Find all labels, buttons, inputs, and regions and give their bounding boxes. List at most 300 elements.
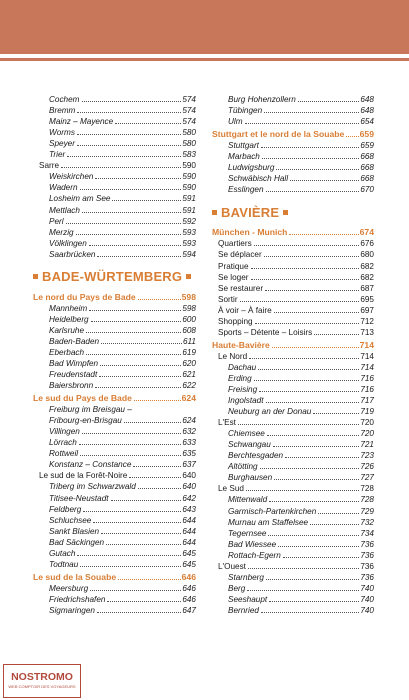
toc-entry[interactable]: [212, 593, 374, 604]
toc-entry[interactable]: [212, 416, 374, 427]
toc-entry[interactable]: [212, 271, 374, 282]
toc-entry-page: 740: [360, 605, 374, 615]
toc-entry[interactable]: [33, 403, 196, 414]
toc-entry-page: 640: [182, 482, 196, 492]
dot-leader: [77, 112, 181, 113]
dot-leader: [264, 112, 359, 113]
toc-entry-label: Stuttgart et le nord de la Souabe: [212, 129, 345, 140]
toc-entry-page: 635: [182, 449, 196, 459]
toc-entry[interactable]: [212, 582, 374, 593]
dot-leader: [262, 158, 359, 159]
toc-entry-page: 646: [181, 571, 196, 582]
dot-leader: [100, 365, 181, 366]
toc-section-entry[interactable]: [212, 337, 374, 350]
square-bullet-icon: [283, 210, 288, 215]
toc-entry-page: 645: [182, 559, 196, 569]
toc-entry-page: 712: [360, 316, 374, 326]
dot-leader: [289, 234, 358, 235]
toc-entry[interactable]: [212, 449, 374, 460]
dot-leader: [129, 477, 181, 478]
toc-entry[interactable]: [212, 438, 374, 449]
toc-entry-page: 590: [182, 172, 196, 182]
toc-entry[interactable]: [33, 115, 196, 126]
toc-entry[interactable]: [212, 326, 374, 337]
dot-leader: [261, 612, 359, 613]
dot-leader: [273, 446, 360, 447]
toc-entry-label: Worms: [49, 128, 75, 138]
logo-name: NOSTROMO: [11, 671, 73, 683]
toc-entry[interactable]: [212, 361, 374, 372]
dot-leader: [247, 590, 359, 591]
toc-entry-label: Meersburg: [49, 583, 89, 593]
dot-leader: [245, 123, 360, 124]
toc-entry-label: Weiskirchen: [49, 172, 94, 182]
toc-entry-label: Shopping: [218, 316, 253, 326]
toc-entry-page: 736: [360, 550, 374, 560]
dot-leader: [90, 590, 181, 591]
toc-entry[interactable]: [212, 427, 374, 438]
toc-entry[interactable]: [33, 335, 196, 346]
toc-entry[interactable]: [212, 104, 374, 115]
toc-entry-label: Mannheim: [49, 303, 88, 313]
toc-entry-page: 670: [360, 185, 374, 195]
toc-entry-page: 592: [182, 216, 196, 226]
toc-entry-page: 728: [360, 495, 374, 505]
toc-entry-page: 608: [182, 325, 196, 335]
toc-section-entry[interactable]: [33, 390, 196, 403]
toc-entry[interactable]: [212, 394, 374, 405]
toc-entry-page: 734: [360, 528, 374, 538]
square-bullet-icon: [33, 274, 38, 279]
toc-entry[interactable]: [212, 161, 374, 172]
toc-entry-page: 680: [360, 250, 374, 260]
toc-entry[interactable]: [33, 368, 196, 379]
toc-entry-page: 594: [182, 249, 196, 259]
toc-entry-page: 591: [182, 194, 196, 204]
toc-entry-label: Chiemsee: [228, 429, 265, 439]
toc-entry[interactable]: [33, 503, 196, 514]
toc-entry-label: Speyer: [49, 139, 75, 149]
dot-leader: [77, 555, 181, 556]
dot-leader: [298, 101, 360, 102]
toc-entry-page: 590: [182, 161, 196, 171]
dot-leader: [251, 279, 360, 280]
toc-section-entry[interactable]: [33, 289, 196, 302]
toc-entry-label: Le nord du Pays de Bade: [33, 291, 136, 302]
toc-entry-label: Le sud de la Forêt-Noire: [39, 471, 128, 481]
dot-leader: [91, 321, 182, 322]
toc-entry[interactable]: [212, 248, 374, 259]
toc-entry-label: Berchtesgaden: [228, 451, 284, 461]
toc-section-entry[interactable]: [212, 224, 374, 237]
toc-entry-label: Cochem: [49, 95, 80, 105]
toc-entry-page: 648: [360, 106, 374, 116]
toc-entry[interactable]: [33, 137, 196, 148]
dot-leader: [101, 343, 182, 344]
toc-entry-page: 600: [182, 314, 196, 324]
toc-section-entry[interactable]: [212, 126, 374, 139]
toc-entry-page: 644: [182, 515, 196, 525]
toc-entry[interactable]: [33, 514, 196, 525]
dot-leader: [133, 466, 181, 467]
dot-leader: [138, 488, 182, 489]
toc-entry[interactable]: [212, 282, 374, 293]
toc-entry-label: Pratique: [218, 261, 249, 271]
toc-entry-label: Bad Wimpfen: [49, 358, 99, 368]
toc-entry[interactable]: [33, 491, 196, 502]
toc-entry-page: 620: [182, 358, 196, 368]
toc-entry-page: 648: [360, 95, 374, 105]
toc-entry-label: Schwäbisch Hall: [228, 174, 289, 184]
toc-entry-label: Burg Hohenzollern: [228, 95, 296, 105]
dot-leader: [86, 332, 181, 333]
toc-entry[interactable]: [212, 304, 374, 315]
toc-entry-label: Haute-Bavière: [212, 339, 270, 350]
toc-entry-page: 646: [182, 583, 196, 593]
dot-leader: [266, 402, 360, 403]
toc-entry-label: Garmisch-Partenkirchen: [228, 506, 317, 516]
toc-entry-label: Karlsruhe: [49, 325, 85, 335]
dot-leader: [77, 134, 181, 135]
toc-entry-page: 574: [182, 106, 196, 116]
dot-leader: [249, 358, 359, 359]
toc-entry-label: Berg: [228, 583, 246, 593]
toc-entry-label: Sankt Blasien: [49, 526, 100, 536]
region-heading-label: BAVIÈRE: [221, 204, 280, 220]
dot-leader: [111, 500, 182, 501]
dot-leader: [318, 513, 359, 514]
toc-entry-label: Bernried: [228, 605, 259, 615]
toc-entry-label: Schluchsee: [49, 515, 92, 525]
toc-entry-label: Se loger: [218, 272, 249, 282]
dot-leader: [261, 147, 359, 148]
toc-entry[interactable]: [33, 181, 196, 192]
dot-leader: [89, 310, 181, 311]
toc-entry-label: Le sud du Pays de Bade: [33, 393, 132, 404]
dot-leader: [278, 546, 359, 547]
toc-entry[interactable]: [33, 458, 196, 469]
toc-entry[interactable]: [33, 447, 196, 458]
dot-leader: [61, 167, 181, 168]
toc-entry[interactable]: [212, 237, 374, 248]
toc-entry-page: 574: [182, 95, 196, 105]
toc-entry-label: Le Nord: [218, 351, 248, 361]
toc-entry-page: 632: [182, 427, 196, 437]
toc-entry-page: 624: [181, 393, 196, 404]
toc-entry[interactable]: [212, 259, 374, 270]
toc-entry[interactable]: [212, 405, 374, 416]
region-heading: [33, 265, 196, 289]
toc-entry-label: Freudenstadt: [49, 370, 98, 380]
toc-entry[interactable]: [33, 425, 196, 436]
toc-entry[interactable]: [212, 571, 374, 582]
toc-entry[interactable]: [33, 436, 196, 447]
toc-entry-label: Mittenwald: [228, 495, 268, 505]
nostromo-logo: [3, 664, 81, 698]
toc-entry-label: Se déplacer: [218, 250, 262, 260]
dot-leader: [254, 245, 360, 246]
toc-entry-page: 659: [359, 129, 374, 140]
toc-entry[interactable]: [212, 350, 374, 361]
toc-entry-label: Esslingen: [228, 185, 264, 195]
toc-entry[interactable]: [212, 315, 374, 326]
dot-leader: [346, 136, 358, 137]
toc-entry-label: Baden-Baden: [49, 336, 100, 346]
toc-entry[interactable]: [33, 203, 196, 214]
toc-entry[interactable]: [212, 504, 374, 515]
toc-entry-page: 732: [360, 517, 374, 527]
dot-leader: [267, 435, 359, 436]
dot-leader: [101, 533, 181, 534]
toc-entry-label: Murnau am Staffelsee: [228, 517, 309, 527]
toc-entry-page: 590: [182, 183, 196, 193]
dot-leader: [269, 501, 359, 502]
toc-entry-page: 640: [182, 471, 196, 481]
toc-entry-label: Villingen: [49, 427, 80, 437]
toc-entry[interactable]: [33, 324, 196, 335]
toc-entry-page: 721: [360, 440, 374, 450]
toc-entry-page: 647: [182, 605, 196, 615]
toc-entry[interactable]: [33, 558, 196, 569]
dot-leader: [93, 522, 181, 523]
toc-entry-page: 714: [360, 351, 374, 361]
toc-entry-page: 580: [182, 128, 196, 138]
dot-leader: [95, 178, 181, 179]
toc-entry[interactable]: [212, 372, 374, 383]
toc-entry-page: 633: [182, 438, 196, 448]
toc-entry-label: Quartiers: [218, 239, 252, 249]
toc-entry-label: Lörrach: [49, 438, 77, 448]
toc-column-right: [212, 93, 374, 615]
square-bullet-icon: [186, 274, 191, 279]
dot-leader: [264, 256, 360, 257]
dot-leader: [83, 511, 181, 512]
toc-entry-label: Sortir: [218, 294, 238, 304]
toc-entry[interactable]: [33, 159, 196, 170]
toc-entry-label: Feldberg: [49, 504, 82, 514]
toc-entry-page: 644: [182, 526, 196, 536]
toc-entry[interactable]: [212, 139, 374, 150]
toc-entry-label: Mettlach: [49, 205, 80, 215]
toc-entry-label: Baiersbronn: [49, 381, 94, 391]
toc-entry[interactable]: [33, 302, 196, 313]
toc-entry-label: Bremm: [49, 106, 76, 116]
toc-entry-page: 619: [182, 347, 196, 357]
toc-entry[interactable]: [33, 104, 196, 115]
toc-entry-page: 713: [360, 327, 374, 337]
toc-entry-page: 644: [182, 537, 196, 547]
toc-entry[interactable]: [33, 593, 196, 604]
toc-entry[interactable]: [33, 480, 196, 491]
dot-leader: [290, 180, 359, 181]
toc-entry-page: 676: [360, 239, 374, 249]
toc-entry-label: München - Munich: [212, 227, 288, 238]
dot-leader: [255, 323, 360, 324]
toc-entry-label: Altötting: [228, 462, 258, 472]
toc-entry-label: Gutach: [49, 548, 76, 558]
toc-entry-label: Ingolstadt: [228, 396, 264, 406]
toc-entry-page: 624: [182, 416, 196, 426]
dot-leader: [260, 468, 360, 469]
toc-entry-page: 637: [182, 460, 196, 470]
dot-leader: [313, 413, 359, 414]
dot-leader: [238, 424, 359, 425]
dot-leader: [138, 299, 181, 300]
toc-entry-label: Triberg im Schwarzwald: [49, 482, 136, 492]
toc-entry-page: 719: [360, 407, 374, 417]
toc-entry[interactable]: [33, 536, 196, 547]
toc-entry-page: 598: [181, 291, 196, 302]
toc-entry-page: 714: [360, 362, 374, 372]
dot-leader: [99, 376, 181, 377]
toc-entry-page: 646: [182, 594, 196, 604]
toc-entry-label: Tegernsee: [228, 528, 267, 538]
toc-entry[interactable]: [212, 493, 374, 504]
dot-leader: [310, 524, 359, 525]
toc-entry[interactable]: [33, 582, 196, 593]
toc-entry-label: Burghausen: [228, 473, 273, 483]
dot-leader: [134, 400, 181, 401]
dot-leader: [106, 544, 181, 545]
toc-entry[interactable]: [33, 357, 196, 368]
dot-leader: [248, 568, 359, 569]
toc-entry-label: Freiburg im Breisgau –: [49, 405, 132, 415]
toc-entry-page: 611: [182, 336, 196, 346]
toc-entry[interactable]: [33, 237, 196, 248]
toc-entry-page: 720: [360, 429, 374, 439]
toc-entry[interactable]: [33, 604, 196, 615]
toc-entry-page: 593: [182, 238, 196, 248]
toc-entry[interactable]: [212, 482, 374, 493]
dot-leader: [118, 579, 181, 580]
toc-entry-page: 716: [360, 373, 374, 383]
toc-entry-page: 574: [182, 117, 196, 127]
toc-entry[interactable]: [33, 346, 196, 357]
toc-entry[interactable]: [212, 560, 374, 571]
toc-entry-page: 697: [360, 305, 374, 315]
toc-entry-page: 728: [360, 484, 374, 494]
toc-entry-page: 682: [360, 272, 374, 282]
toc-entry-page: 716: [360, 384, 374, 394]
dot-leader: [240, 301, 360, 302]
toc-entry[interactable]: [33, 226, 196, 237]
dot-leader: [259, 391, 359, 392]
toc-entry-label: Sarre: [39, 161, 60, 171]
toc-entry[interactable]: [33, 248, 196, 259]
toc-entry-label: Starnberg: [228, 572, 264, 582]
dot-leader: [246, 490, 359, 491]
toc-entry-label: Seeshaupt: [228, 594, 268, 604]
dot-leader: [283, 557, 360, 558]
toc-entry-label: Perl: [49, 216, 64, 226]
toc-entry[interactable]: [212, 516, 374, 527]
toc-entry[interactable]: [212, 115, 374, 126]
toc-entry-page: 717: [360, 396, 374, 406]
toc-entry[interactable]: [33, 215, 196, 226]
toc-entry[interactable]: [212, 150, 374, 161]
toc-entry[interactable]: [33, 170, 196, 181]
toc-entry-label: Ludwigsburg: [228, 163, 275, 173]
dot-leader: [274, 479, 359, 480]
toc-entry[interactable]: [212, 549, 374, 560]
dot-leader: [82, 212, 181, 213]
toc-entry[interactable]: [212, 293, 374, 304]
toc-entry[interactable]: [33, 126, 196, 137]
toc-entry-label: L'Ouest: [218, 561, 246, 571]
toc-entry-label: Bad Wiessee: [228, 539, 277, 549]
logo-tagline: WEB COMPTOIR DES VOYAGEURS: [8, 684, 76, 689]
toc-entry[interactable]: [33, 525, 196, 536]
toc-entry-page: 645: [182, 548, 196, 558]
toc-entry[interactable]: [33, 379, 196, 390]
toc-entry-label: Sports – Détente – Loisirs: [218, 327, 313, 337]
toc-entry-label: Stuttgart: [228, 141, 259, 151]
toc-entry-label: Tübingen: [228, 106, 263, 116]
toc-entry-label: Heidelberg: [49, 314, 89, 324]
toc-entry[interactable]: [33, 547, 196, 558]
dot-leader: [269, 601, 359, 602]
toc-entry-label: Saarbrücken: [49, 249, 96, 259]
toc-entry[interactable]: [212, 93, 374, 104]
toc-entry-page: 580: [182, 139, 196, 149]
toc-entry-label: Erding: [228, 373, 252, 383]
toc-entry-page: 682: [360, 261, 374, 271]
dot-leader: [266, 191, 360, 192]
toc-entry[interactable]: [33, 313, 196, 324]
toc-entry-page: 659: [360, 141, 374, 151]
toc-entry-label: Freising: [228, 384, 258, 394]
toc-entry-label: Schwangau: [228, 440, 271, 450]
dot-leader: [77, 145, 181, 146]
dot-leader: [254, 380, 360, 381]
toc-entry[interactable]: [212, 183, 374, 194]
dot-leader: [285, 457, 359, 458]
toc-entry[interactable]: [212, 172, 374, 183]
toc-entry-page: 668: [360, 152, 374, 162]
dot-leader: [274, 312, 360, 313]
toc-entry[interactable]: [212, 604, 374, 615]
toc-entry-label: L'Est: [218, 418, 236, 428]
toc-entry-page: 622: [182, 381, 196, 391]
dot-leader: [266, 579, 359, 580]
toc-entry[interactable]: [212, 527, 374, 538]
toc-entry-page: 720: [360, 418, 374, 428]
dot-leader: [76, 234, 182, 235]
region-heading: [212, 200, 374, 224]
toc-entry-page: 729: [360, 506, 374, 516]
toc-entry[interactable]: [33, 469, 196, 480]
toc-entry-label: Losheim am See: [49, 194, 111, 204]
toc-entry-label: Le sud de la Souabe: [33, 571, 117, 582]
toc-entry-label: Rottach-Egern: [228, 550, 281, 560]
toc-entry[interactable]: [212, 538, 374, 549]
toc-column-left: [33, 93, 196, 615]
toc-entry[interactable]: [33, 192, 196, 203]
dot-leader: [276, 169, 359, 170]
toc-entry[interactable]: [212, 471, 374, 482]
dot-leader: [314, 334, 359, 335]
toc-entry[interactable]: [33, 93, 196, 104]
toc-section-entry[interactable]: [33, 569, 196, 582]
top-color-band: [0, 0, 409, 54]
toc-entry[interactable]: [33, 414, 196, 425]
toc-entry[interactable]: [212, 460, 374, 471]
dot-leader: [97, 256, 181, 257]
toc-entry[interactable]: [33, 148, 196, 159]
dot-leader: [66, 223, 182, 224]
toc-entry-label: Trier: [49, 150, 66, 160]
toc-entry[interactable]: [212, 383, 374, 394]
